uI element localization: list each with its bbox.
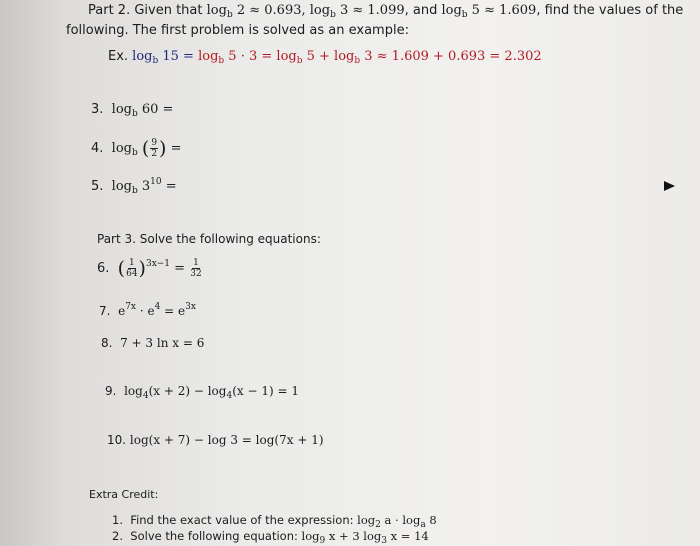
problem-5: 5. $\log_b 3^{10}$ = <box>91 177 177 196</box>
problem-7: 7. $e^{7x} \cdot e^4 = e^{3x}$ <box>99 302 196 318</box>
problem-8: 8. 7 + 3 ln x = 6 <box>101 336 205 350</box>
problem-6: 6. ( $\frac{1}{64}$ )$^{3x-1}$ = $\frac{1}{32}$ <box>97 257 202 280</box>
problem-3: 3. $\log_b 60$ = <box>91 102 174 119</box>
part2-heading-text: Part 2. Given that <box>88 3 207 18</box>
part3-heading: Part 3. Solve the following equations: <box>97 232 321 246</box>
problem-4: 4. $\log_b$ ( $\frac{9}{2}$ ) = <box>91 137 182 160</box>
cursor-arrow-icon <box>664 181 675 191</box>
part2-instructions: following. The first problem is solved as an example: <box>66 23 409 38</box>
part2-heading: Part 2. Given that $\log_b 2 \approx 0.693$, $\log_b 3 \approx 1.099$, and $\log_b 5 \approx 1.609$, find the values of the <box>88 3 684 20</box>
extra-credit-item-1: 1. Find the exact value of the expression: $\log_2 a \cdot \log_a 8$ <box>112 513 437 530</box>
worked-example: Ex. $\log_b 15 = \log_b 5 \cdot 3 = \log_b 5 + \log_b 3 \approx 1.609 + 0.693 = 2.302$ <box>108 49 542 66</box>
problem-9: 9. $\log_4(x + 2) - \log_4(x - 1) = 1$ <box>105 384 299 401</box>
extra-credit-item-2: 2. Solve the following equation: $\log_9 x + 3$ $\log_3 x = 14$ <box>112 529 429 546</box>
problem-10: 10. log(x + 7) − log 3 = log(7x + 1) <box>107 433 324 447</box>
extra-credit-heading: Extra Credit: <box>89 488 159 501</box>
